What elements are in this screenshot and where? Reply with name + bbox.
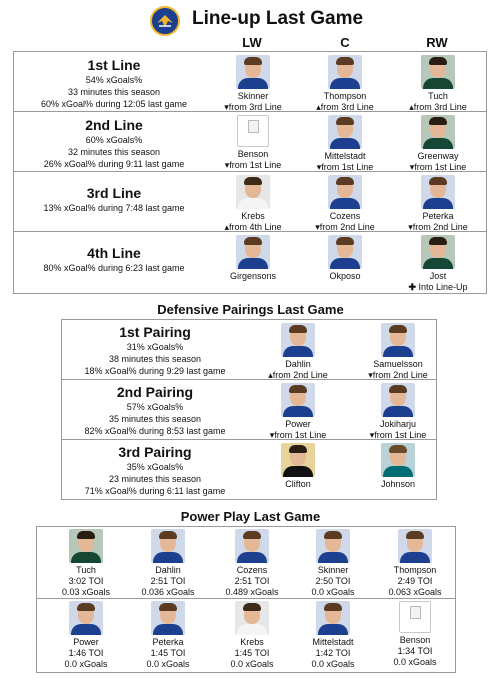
forward-line-row: [14, 52, 486, 112]
expected-goals: 0.0 xGoals: [393, 657, 437, 667]
time-on-ice: 1:46 TOI: [68, 648, 104, 658]
line-change-note: ▾from 1st Line: [269, 430, 327, 440]
power-play-unit-row: [37, 599, 455, 670]
line-change-note: ▾from 1st Line: [316, 162, 374, 172]
player-card[interactable]: [350, 443, 446, 490]
line-change-note: ▾from 2nd Line: [315, 222, 375, 232]
page-title: Line-up Last Game: [192, 8, 364, 29]
expected-goals: 0.489 xGoals: [225, 587, 279, 597]
player-card[interactable]: [250, 323, 346, 381]
line-title: 1st Line: [87, 57, 141, 73]
player-name: Tuch: [76, 565, 96, 575]
expected-goals: 0.0 xGoals: [146, 659, 190, 669]
row-stat: 31% xGoals%: [126, 342, 184, 352]
arrow-up-icon: ▴: [409, 102, 414, 112]
time-on-ice: 2:51 TOI: [234, 576, 270, 586]
player-card[interactable]: [120, 601, 216, 670]
expected-goals: 0.063 xGoals: [388, 587, 442, 597]
expected-goals: 0.03 xGoals: [61, 587, 111, 597]
line-change-note: ▾from 3rd Line: [224, 102, 282, 112]
time-on-ice: 1:45 TOI: [150, 648, 186, 658]
line-change-note: ▴from 3rd Line: [409, 102, 467, 112]
expected-goals: 0.0 xGoals: [311, 659, 355, 669]
line-title: 4th Line: [87, 245, 141, 261]
player-name: Tuch: [428, 91, 448, 101]
player-photo: [398, 529, 432, 563]
line-change-note: ▴from 3rd Line: [316, 102, 374, 112]
player-card[interactable]: [350, 323, 446, 381]
broken-image-icon: [237, 115, 269, 147]
time-on-ice: 2:50 TOI: [315, 576, 351, 586]
player-name: Jost: [429, 271, 447, 281]
arrow-up-icon: ▴: [316, 102, 321, 112]
line-change-note: ▾from 2nd Line: [408, 222, 468, 232]
player-name: Johnson: [380, 479, 416, 489]
row-stat: 35 minutes this season: [108, 414, 202, 424]
pair-title: 2nd Pairing: [116, 384, 194, 400]
row-stat: 38 minutes this season: [108, 354, 202, 364]
arrow-down-icon: ▾: [369, 430, 375, 440]
player-photo: [236, 235, 270, 269]
column-header-lw: LW: [242, 35, 262, 50]
arrow-up-icon: ▴: [268, 370, 273, 380]
player-photo: [328, 55, 362, 89]
player-card[interactable]: [297, 115, 393, 173]
player-name: Thompson: [393, 565, 437, 575]
line-change-note: ▴from 2nd Line: [268, 370, 328, 380]
player-card[interactable]: [297, 55, 393, 113]
player-name: Skinner: [317, 565, 349, 575]
time-on-ice: 3:02 TOI: [68, 576, 104, 586]
player-photo: [316, 529, 350, 563]
player-name: Clifton: [285, 479, 311, 489]
row-stat: 80% xGoal% during 6:23 last game: [43, 263, 185, 273]
player-photo: [421, 235, 455, 269]
player-photo: [381, 383, 415, 417]
power-play-unit-row: [37, 527, 455, 599]
defensive-pairings-table: [61, 319, 437, 500]
time-on-ice: 2:49 TOI: [397, 576, 433, 586]
row-stat: 82% xGoal% during 8:53 last game: [84, 426, 226, 436]
broken-image-icon: [399, 601, 431, 633]
player-photo: [381, 443, 415, 477]
power-play-section-title: Power Play Last Game: [180, 509, 321, 524]
player-card[interactable]: [205, 55, 301, 113]
forward-line-row: [14, 172, 486, 232]
expected-goals: 0.0 xGoals: [230, 659, 274, 669]
line-label: [14, 117, 214, 170]
arrow-up-icon: ▴: [224, 222, 229, 232]
player-name: Dahlin: [155, 565, 181, 575]
arrow-down-icon: ▾: [269, 430, 275, 440]
row-stat: 18% xGoal% during 9:29 last game: [84, 366, 226, 376]
player-name: Girgensons: [229, 271, 277, 281]
row-stat: 13% xGoal% during 7:48 last game: [43, 203, 185, 213]
player-name: Peterka: [422, 211, 454, 221]
player-photo: [151, 601, 185, 635]
power-play-table: [36, 526, 456, 673]
row-stat: 71% xGoal% during 6:11 last game: [84, 486, 226, 496]
pair-title: 3rd Pairing: [118, 444, 192, 460]
player-photo: [281, 383, 315, 417]
player-photo: [421, 55, 455, 89]
player-name: Krebs: [240, 637, 264, 647]
player-name: Dahlin: [285, 359, 311, 369]
line-title: 3rd Line: [86, 185, 142, 201]
player-photo: [421, 115, 455, 149]
player-photo: [69, 529, 103, 563]
defense-section-title: Defensive Pairings Last Game: [157, 302, 344, 317]
player-card[interactable]: [390, 55, 486, 113]
player-card[interactable]: [350, 383, 446, 441]
player-card[interactable]: [390, 235, 486, 293]
player-name: Skinner: [237, 91, 269, 101]
time-on-ice: 1:45 TOI: [234, 648, 270, 658]
line-change-note: ▾from 1st Line: [409, 162, 467, 172]
player-photo: [328, 115, 362, 149]
player-photo: [316, 601, 350, 635]
pair-label: [62, 384, 248, 437]
arrow-down-icon: ▾: [224, 102, 229, 112]
column-header-c: C: [340, 35, 350, 50]
player-card[interactable]: [250, 443, 346, 490]
player-photo: [281, 443, 315, 477]
sabres-logo-icon: [150, 6, 180, 36]
player-photo: [236, 175, 270, 209]
defense-pair-row: [62, 380, 436, 440]
player-name: Benson: [237, 149, 269, 159]
forward-lines-table: [13, 51, 487, 294]
row-stat: 32 minutes this season: [67, 147, 161, 157]
expected-goals: 0.0 xGoals: [311, 587, 355, 597]
player-card[interactable]: [367, 529, 463, 598]
row-stat: 33 minutes this season: [67, 87, 161, 97]
line-change-note: ▴from 4th Line: [224, 222, 282, 232]
line-change-note: ▾from 1st Line: [369, 430, 427, 440]
row-stat: 60% xGoals%: [85, 135, 143, 145]
defense-pair-row: [62, 320, 436, 380]
forward-line-row: [14, 112, 486, 172]
player-name: Benson: [399, 635, 431, 645]
player-photo: [236, 55, 270, 89]
player-card[interactable]: [390, 175, 486, 233]
player-photo: [151, 529, 185, 563]
line-label: [14, 57, 214, 110]
player-card[interactable]: [367, 601, 463, 668]
player-card[interactable]: [205, 175, 301, 233]
player-name: Samuelsson: [373, 359, 423, 369]
row-stat: 54% xGoals%: [85, 75, 143, 85]
player-name: Power: [285, 419, 311, 429]
row-stat: 23 minutes this season: [108, 474, 202, 484]
line-change-note: ✚ Into Line-Up: [408, 282, 468, 292]
player-name: Mittelstadt: [324, 151, 366, 161]
forward-line-row: [14, 232, 486, 291]
player-card[interactable]: [250, 383, 346, 441]
arrow-down-icon: ▾: [409, 162, 415, 172]
arrow-down-icon: ▾: [316, 162, 322, 172]
line-change-note: ▾from 1st Line: [224, 160, 282, 170]
pair-title: 1st Pairing: [119, 324, 191, 340]
expected-goals: 0.0 xGoals: [64, 659, 108, 669]
player-name: Jokiharju: [379, 419, 417, 429]
plus-icon: ✚: [408, 282, 419, 292]
player-name: Mittelstadt: [312, 637, 354, 647]
column-header-rw: RW: [426, 35, 448, 50]
player-card[interactable]: [297, 175, 393, 233]
arrow-down-icon: ▾: [224, 160, 230, 170]
line-change-note: ▾from 2nd Line: [368, 370, 428, 380]
line-label: [14, 245, 214, 274]
player-card[interactable]: [297, 235, 393, 282]
expected-goals: 0.036 xGoals: [141, 587, 195, 597]
player-card[interactable]: [205, 235, 301, 282]
row-stat: 60% xGoal% during 12:05 last game: [40, 99, 188, 109]
player-photo: [328, 175, 362, 209]
player-name: Greenway: [417, 151, 459, 161]
player-photo: [235, 529, 269, 563]
column-headers: [0, 35, 501, 51]
line-label: [14, 185, 214, 214]
row-stat: 26% xGoal% during 9:11 last game: [43, 159, 185, 169]
player-photo: [381, 323, 415, 357]
player-photo: [281, 323, 315, 357]
line-title: 2nd Line: [85, 117, 143, 133]
time-on-ice: 2:51 TOI: [150, 576, 186, 586]
arrow-down-icon: ▾: [408, 222, 413, 232]
player-photo: [69, 601, 103, 635]
player-name: Thompson: [323, 91, 367, 101]
player-name: Peterka: [152, 637, 184, 647]
row-stat: 35% xGoals%: [126, 462, 184, 472]
player-name: Cozens: [236, 565, 268, 575]
pair-label: [62, 444, 248, 497]
player-name: Krebs: [241, 211, 265, 221]
player-photo: [328, 235, 362, 269]
defense-pair-row: [62, 440, 436, 499]
player-name: Okposo: [329, 271, 361, 281]
row-stat: 57% xGoals%: [126, 402, 184, 412]
player-photo: [421, 175, 455, 209]
player-photo: [235, 601, 269, 635]
arrow-down-icon: ▾: [368, 370, 373, 380]
pair-label: [62, 324, 248, 377]
player-card[interactable]: [205, 115, 301, 171]
player-card[interactable]: [120, 529, 216, 598]
time-on-ice: 1:42 TOI: [315, 648, 351, 658]
arrow-down-icon: ▾: [315, 222, 320, 232]
player-name: Cozens: [329, 211, 361, 221]
time-on-ice: 1:34 TOI: [397, 646, 433, 656]
player-name: Power: [73, 637, 99, 647]
player-card[interactable]: [390, 115, 486, 173]
